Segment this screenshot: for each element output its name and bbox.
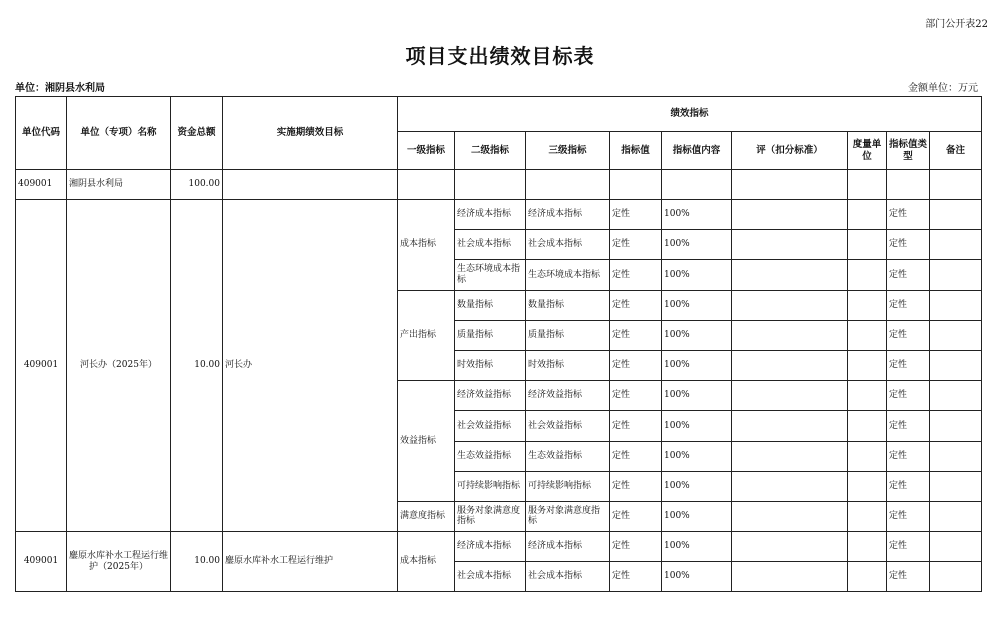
- col-value-content: 指标值内容: [662, 132, 732, 170]
- cell-value: 定性: [610, 260, 662, 290]
- cell-value-type: 定性: [887, 381, 930, 411]
- performance-table: [15, 96, 982, 592]
- cell-value-type: 定性: [887, 260, 930, 290]
- cell-value-content: 100%: [662, 471, 732, 501]
- col-level1: 一级指标: [398, 132, 455, 170]
- cell-value: 定性: [610, 200, 662, 230]
- cell-value-type: 定性: [887, 320, 930, 350]
- summary-row: [16, 170, 982, 200]
- cell-code: 409001: [16, 200, 67, 532]
- col-measure-unit: 度量单位: [848, 132, 887, 170]
- cell-level2: 数量指标: [455, 290, 526, 320]
- cell-value-content: 100%: [662, 260, 732, 290]
- col-value: 指标值: [610, 132, 662, 170]
- cell-value: 定性: [610, 381, 662, 411]
- col-level3: 三级指标: [526, 132, 610, 170]
- cell-name: 湘阴县水利局: [67, 170, 171, 200]
- cell-level2: 经济成本指标: [455, 532, 526, 562]
- cell-fund: 10.00: [171, 532, 223, 592]
- cell-level3: 生态效益指标: [526, 441, 610, 471]
- cell-name: 河长办（2025年）: [67, 200, 171, 532]
- cell-level2: 经济成本指标: [455, 200, 526, 230]
- cell-level3: 数量指标: [526, 290, 610, 320]
- cell-fund: 10.00: [171, 200, 223, 532]
- cell-level3: 可持续影响指标: [526, 471, 610, 501]
- amount-unit-label: 金额单位：万元: [908, 83, 978, 94]
- cell-level3: 质量指标: [526, 320, 610, 350]
- cell-level2: 质量指标: [455, 320, 526, 350]
- col-dept-name: 单位（专项）名称: [67, 97, 171, 170]
- col-evaluation: 评（扣分标准）: [732, 132, 848, 170]
- cell-level3: 社会成本指标: [526, 230, 610, 260]
- col-remark: 备注: [930, 132, 982, 170]
- cell-value-content: 100%: [662, 320, 732, 350]
- col-value-type: 指标值类型: [887, 132, 930, 170]
- cell-value: 定性: [610, 501, 662, 531]
- cell-value-type: 定性: [887, 532, 930, 562]
- cell-level2: 服务对象满意度指标: [455, 501, 526, 531]
- cell-value-type: 定性: [887, 411, 930, 441]
- cell-level2: 生态环境成本指标: [455, 260, 526, 290]
- cell-value-type: 定性: [887, 350, 930, 380]
- cell-value-content: 100%: [662, 441, 732, 471]
- cell-value-content: 100%: [662, 411, 732, 441]
- cell-level3: 经济成本指标: [526, 532, 610, 562]
- cell-value: 定性: [610, 230, 662, 260]
- cell-value-type: 定性: [887, 562, 930, 592]
- cell-value-content: 100%: [662, 562, 732, 592]
- cell-level1: 满意度指标: [398, 501, 455, 531]
- cell-level2: 社会效益指标: [455, 411, 526, 441]
- cell-level2: 生态效益指标: [455, 441, 526, 471]
- cell-level1: 成本指标: [398, 200, 455, 291]
- col-total-fund: 资金总额: [171, 97, 223, 170]
- cell-value: 定性: [610, 532, 662, 562]
- cell-level2: 时效指标: [455, 350, 526, 380]
- cell-name: 鏖原水库补水工程运行维护（2025年）: [67, 532, 171, 592]
- cell-code: 409001: [16, 532, 67, 592]
- form-number: 部门公开表22: [925, 19, 988, 30]
- cell-level1: 产出指标: [398, 290, 455, 381]
- table-row: [16, 200, 982, 230]
- cell-goal: 河长办: [223, 200, 398, 532]
- cell-level3: 生态环境成本指标: [526, 260, 610, 290]
- cell-level2: 社会成本指标: [455, 230, 526, 260]
- cell-level2: 经济效益指标: [455, 381, 526, 411]
- cell-value: 定性: [610, 350, 662, 380]
- cell-value-type: 定性: [887, 441, 930, 471]
- unit-label: 单位：湘阴县水利局: [15, 83, 105, 94]
- cell-level3: 时效指标: [526, 350, 610, 380]
- cell-level3: 服务对象满意度指标: [526, 501, 610, 531]
- cell-level3: 经济效益指标: [526, 381, 610, 411]
- col-level2: 二级指标: [455, 132, 526, 170]
- cell-level2: 社会成本指标: [455, 562, 526, 592]
- cell-value-content: 100%: [662, 200, 732, 230]
- cell-code: 409001: [16, 170, 67, 200]
- cell-value-content: 100%: [662, 532, 732, 562]
- cell-level1: 效益指标: [398, 381, 455, 502]
- cell-level2: 可持续影响指标: [455, 471, 526, 501]
- cell-value-content: 100%: [662, 501, 732, 531]
- cell-value: 定性: [610, 562, 662, 592]
- col-goal: 实施期绩效目标: [223, 97, 398, 170]
- cell-value: 定性: [610, 290, 662, 320]
- cell-level3: 社会成本指标: [526, 562, 610, 592]
- cell-value-type: 定性: [887, 200, 930, 230]
- col-perf-group: 绩效指标: [398, 97, 982, 132]
- cell-value-type: 定性: [887, 501, 930, 531]
- cell-value-type: 定性: [887, 230, 930, 260]
- cell-value-type: 定性: [887, 471, 930, 501]
- col-dept-code: 单位代码: [16, 97, 67, 170]
- cell-goal: 鏖原水库补水工程运行维护: [223, 532, 398, 592]
- cell-value-content: 100%: [662, 230, 732, 260]
- cell-value: 定性: [610, 471, 662, 501]
- cell-level3: 社会效益指标: [526, 411, 610, 441]
- cell-level3: 经济成本指标: [526, 200, 610, 230]
- cell-fund: 100.00: [171, 170, 223, 200]
- cell-value-content: 100%: [662, 350, 732, 380]
- cell-value: 定性: [610, 320, 662, 350]
- table-row: [16, 532, 982, 562]
- cell-value-content: 100%: [662, 290, 732, 320]
- cell-value-content: 100%: [662, 381, 732, 411]
- cell-level1: 成本指标: [398, 532, 455, 592]
- cell-value: 定性: [610, 441, 662, 471]
- page-title: 项目支出绩效目标表: [405, 44, 595, 68]
- cell-value: 定性: [610, 411, 662, 441]
- cell-value-type: 定性: [887, 290, 930, 320]
